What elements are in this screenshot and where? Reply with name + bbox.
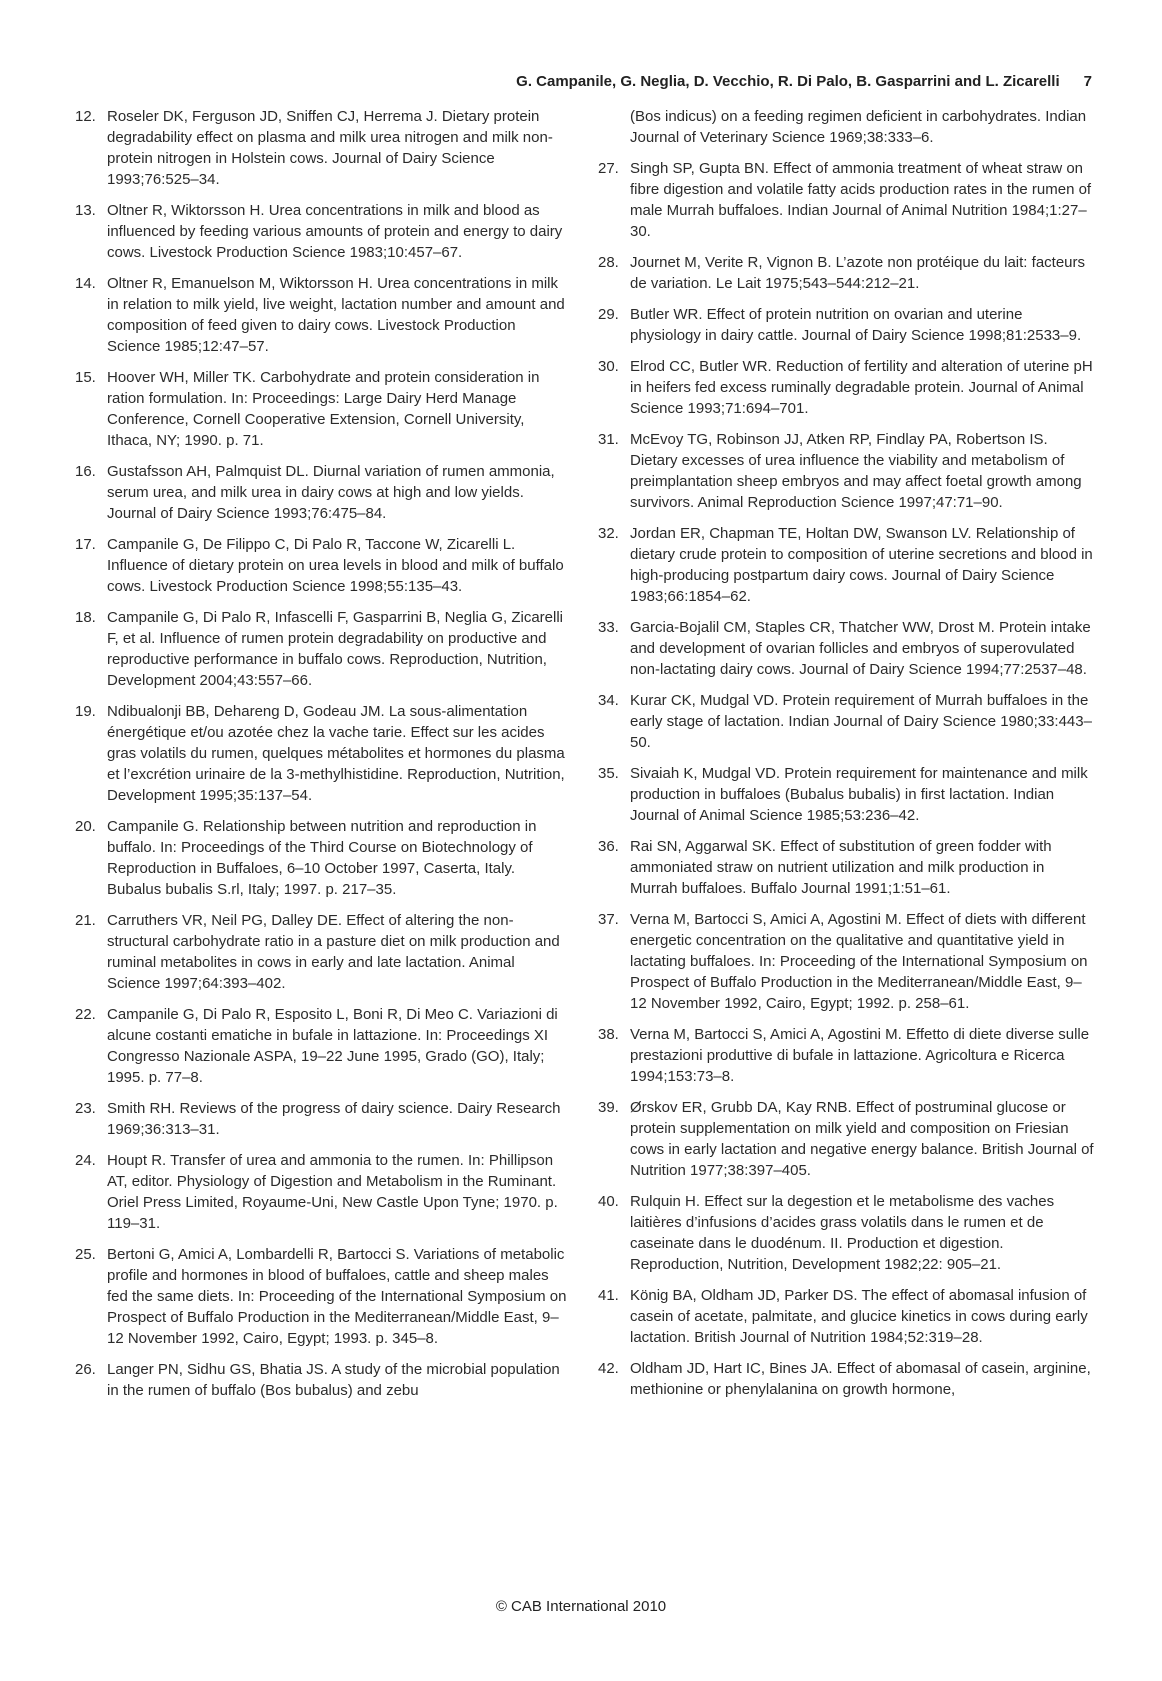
reference-item: [598, 836, 1095, 899]
reference-number: 19.: [75, 703, 96, 720]
reference-text: Rai SN, Aggarwal SK. Effect of substitution of green fodder with ammoniated straw on nutrient utilization and milk production in Murrah buffaloes. Buffalo Journal 1991;1:51–61.: [630, 838, 1052, 897]
reference-continuation-text: (Bos indicus) on a feeding regimen deficient in carbohydrates. Indian Journal of Veterinary Science 1969;38:333–6.: [630, 108, 1087, 146]
reference-item: [598, 1191, 1095, 1275]
reference-number: 41.: [598, 1287, 619, 1304]
reference-item: [598, 304, 1095, 346]
reference-item: [598, 429, 1095, 513]
reference-number: 22.: [75, 1006, 96, 1023]
reference-text: Campanile G, De Filippo C, Di Palo R, Taccone W, Zicarelli L. Influence of dietary protein on urea levels in blood and milk of buffalo cows. Livestock Production Science 1998;55:135–43.: [107, 536, 564, 595]
reference-item: [75, 106, 570, 190]
reference-number: 16.: [75, 463, 96, 480]
reference-item: [598, 252, 1095, 294]
reference-text: König BA, Oldham JD, Parker DS. The effect of abomasal infusion of casein of acetate, palmitate, and glucice kinetics in cows during early lactation. British Journal of Nutrition 1984;52:319–28.: [630, 1287, 1088, 1346]
reference-number: 29.: [598, 306, 619, 323]
reference-number: 20.: [75, 818, 96, 835]
reference-item: [598, 1024, 1095, 1087]
page-number: 7: [1083, 73, 1092, 90]
reference-text: Rulquin H. Effect sur la degestion et le metabolisme des vaches laitières d’infusions d’acides grass volatils dans le rumen et de caseinate dans le duodénum. II. Production et digestion. Reproduction, Nutrition, Development 1982;22: 905–21.: [630, 1193, 1055, 1273]
reference-item: [75, 367, 570, 451]
reference-text: McEvoy TG, Robinson JJ, Atken RP, Findlay PA, Robertson IS. Dietary excesses of urea influence the viability and metabolism of preimplantation sheep embryos and may affect foetal growth among survivors. Animal Reproduction Science 1997;47:71–90.: [630, 431, 1082, 511]
reference-number: 24.: [75, 1152, 96, 1169]
reference-item: [598, 909, 1095, 1014]
reference-item: [75, 1244, 570, 1349]
reference-number: 30.: [598, 358, 619, 375]
reference-text: Smith RH. Reviews of the progress of dairy science. Dairy Research 1969;36:313–31.: [107, 1100, 561, 1138]
reference-item: [75, 273, 570, 357]
reference-text: Verna M, Bartocci S, Amici A, Agostini M. Effect of diets with different energetic concentration on the qualitative and quantitative yield in lactating buffaloes. In: Proceeding of the International Symposium on Prospect of Buffalo Production in the Mediterranean/Middle East, 9–12 November 1992, Cairo, Egypt; 1992. p. 258–61.: [630, 911, 1088, 1012]
reference-item: [75, 816, 570, 900]
reference-column-left: [75, 106, 570, 1411]
reference-number: 12.: [75, 108, 96, 125]
reference-text: Campanile G. Relationship between nutrition and reproduction in buffalo. In: Proceedings of the Third Course on Biotechnology of Reproduction in Buffaloes, 6–10 October 1997, Caserta, Italy. Bubalus bubalis S.rl, Italy; 1997. p. 217–35.: [107, 818, 537, 898]
reference-number: 25.: [75, 1246, 96, 1263]
reference-number: 31.: [598, 431, 619, 448]
reference-item: [75, 534, 570, 597]
reference-text: Butler WR. Effect of protein nutrition on ovarian and uterine physiology in dairy cattle. Journal of Dairy Science 1998;81:2533–9.: [630, 306, 1082, 344]
reference-text: Sivaiah K, Mudgal VD. Protein requirement for maintenance and milk production in buffaloes (Bubalus bubalis) in first lactation. Indian Journal of Animal Science 1985;53:236–42.: [630, 765, 1088, 824]
reference-text: Bertoni G, Amici A, Lombardelli R, Bartocci S. Variations of metabolic profile and hormones in blood of buffaloes, cattle and sheep males fed the same diets. In: Proceeding of the International Symposium on Prospect of Buffalo Production in the Mediterranean/Middle East, 9–12 November 1992, Cairo, Egypt; 1993. p. 345–8.: [107, 1246, 567, 1347]
reference-text: Oldham JD, Hart IC, Bines JA. Effect of abomasal of casein, arginine, methionine or phenylalanina on growth hormone,: [630, 1360, 1091, 1398]
reference-text: Campanile G, Di Palo R, Esposito L, Boni R, Di Meo C. Variazioni di alcune costanti ematiche in bufale in lattazione. In: Proceedings XI Congresso Nazionale ASPA, 19–22 June 1995, Grado (GO), Italy; 1995. p. 77–8.: [107, 1006, 558, 1086]
reference-number: 14.: [75, 275, 96, 292]
reference-item: [75, 1150, 570, 1234]
copyright-footer: © CAB International 2010: [495, 1598, 667, 1615]
reference-text: Langer PN, Sidhu GS, Bhatia JS. A study of the microbial population in the rumen of buffalo (Bos bubalus) and zebu: [107, 1361, 560, 1399]
reference-item: [75, 1098, 570, 1140]
reference-text: Kurar CK, Mudgal VD. Protein requirement of Murrah buffaloes in the early stage of lactation. Indian Journal of Dairy Science 1980;33:443–50.: [630, 692, 1092, 751]
reference-column-right: [598, 106, 1095, 1410]
reference-number: 39.: [598, 1099, 619, 1116]
reference-text: Jordan ER, Chapman TE, Holtan DW, Swanson LV. Relationship of dietary crude protein to composition of uterine secretions and blood in high-producing postpartum dairy cows. Journal of Dairy Science 1983;66:1854–62.: [630, 525, 1093, 605]
reference-number: 13.: [75, 202, 96, 219]
reference-text: Singh SP, Gupta BN. Effect of ammonia treatment of wheat straw on fibre digestion and volatile fatty acids production rates in the rumen of male Murrah buffaloes. Indian Journal of Animal Nutrition 1984;1:27–30.: [630, 160, 1092, 240]
reference-item: [598, 763, 1095, 826]
reference-text: Elrod CC, Butler WR. Reduction of fertility and alteration of uterine pH in heifers fed excess ruminally degradable protein. Journal of Animal Science 1993;71:694–701.: [630, 358, 1093, 417]
reference-item: [75, 200, 570, 263]
reference-number: 36.: [598, 838, 619, 855]
reference-number: 38.: [598, 1026, 619, 1043]
reference-item: [75, 701, 570, 806]
reference-continuation: [598, 106, 1095, 148]
reference-item: [75, 910, 570, 994]
reference-item: [598, 158, 1095, 242]
reference-number: 34.: [598, 692, 619, 709]
reference-text: Garcia-Bojalil CM, Staples CR, Thatcher WW, Drost M. Protein intake and development of ovarian follicles and embryos of superovulated non-lactating dairy cows. Journal of Dairy Science 1994;77:2537–48.: [630, 619, 1091, 678]
reference-item: [598, 617, 1095, 680]
reference-number: 15.: [75, 369, 96, 386]
reference-number: 23.: [75, 1100, 96, 1117]
reference-list-right: [598, 158, 1095, 1400]
reference-text: Oltner R, Wiktorsson H. Urea concentrations in milk and blood as influenced by feeding various amounts of protein and energy to dairy cows. Livestock Production Science 1983;10:457–67.: [107, 202, 563, 261]
reference-item: [598, 523, 1095, 607]
reference-number: 21.: [75, 912, 96, 929]
reference-item: [75, 1004, 570, 1088]
running-header: [0, 73, 1092, 90]
reference-text: Hoover WH, Miller TK. Carbohydrate and protein consideration in ration formulation. In: Proceedings: Large Dairy Herd Manage Conference, Cornell Cooperative Extension, Cornell University, Ithaca, NY; 1990. p. 71.: [107, 369, 540, 449]
reference-text: Ørskov ER, Grubb DA, Kay RNB. Effect of postruminal glucose or protein supplementation on milk yield and composition on Friesian cows in early lactation and negative energy balance. British Journal of Nutrition 1977;38:397–405.: [630, 1099, 1094, 1179]
reference-text: Roseler DK, Ferguson JD, Sniffen CJ, Herrema J. Dietary protein degradability effect on plasma and milk urea nitrogen and milk non-protein nitrogen in Holstein cows. Journal of Dairy Science 1993;76:525–34.: [107, 108, 553, 188]
reference-text: Verna M, Bartocci S, Amici A, Agostini M. Effetto di diete diverse sulle prestazioni produttive di bufale in lattazione. Agricoltura e Ricerca 1994;153:73–8.: [630, 1026, 1090, 1085]
reference-item: [75, 1359, 570, 1401]
reference-item: [598, 1097, 1095, 1181]
reference-text: Carruthers VR, Neil PG, Dalley DE. Effect of altering the non-structural carbohydrate ratio in a pasture diet on milk production and ruminal metabolites in cows in early and late lactation. Animal Science 1997;64:393–402.: [107, 912, 560, 992]
reference-number: 35.: [598, 765, 619, 782]
reference-item: [75, 461, 570, 524]
reference-text: Gustafsson AH, Palmquist DL. Diurnal variation of rumen ammonia, serum urea, and milk urea in dairy cows at high and low yields. Journal of Dairy Science 1993;76:475–84.: [107, 463, 555, 522]
reference-number: 32.: [598, 525, 619, 542]
reference-number: 37.: [598, 911, 619, 928]
reference-number: 40.: [598, 1193, 619, 1210]
header-authors: G. Campanile, G. Neglia, D. Vecchio, R. Di Palo, B. Gasparrini and L. Zicarelli: [516, 73, 1060, 90]
reference-number: 26.: [75, 1361, 96, 1378]
reference-text: Campanile G, Di Palo R, Infascelli F, Gasparrini B, Neglia G, Zicarelli F, et al. Influence of rumen protein degradability on productive and reproductive performance in buffalo cows. Reproduction, Nutrition, Development 2004;43:557–66.: [107, 609, 563, 689]
reference-number: 28.: [598, 254, 619, 271]
reference-item: [598, 356, 1095, 419]
reference-item: [598, 1358, 1095, 1400]
reference-item: [598, 1285, 1095, 1348]
reference-number: 17.: [75, 536, 96, 553]
reference-number: 42.: [598, 1360, 619, 1377]
reference-item: [75, 607, 570, 691]
reference-text: Ndibualonji BB, Dehareng D, Godeau JM. La sous-alimentation énergétique et/ou azotée chez la vache tarie. Effect sur les acides gras volatils du rumen, quelques métabolites et hormones du plasma et l’excrétion urinaire de la 3-methylhistidine. Reproduction, Nutrition, Development 1995;35:137–54.: [107, 703, 565, 804]
reference-text: Oltner R, Emanuelson M, Wiktorsson H. Urea concentrations in milk in relation to milk yield, live weight, lactation number and amount and composition of feed given to dairy cows. Livestock Production Science 1985;12:47–57.: [107, 275, 565, 355]
reference-number: 33.: [598, 619, 619, 636]
reference-number: 18.: [75, 609, 96, 626]
reference-text: Journet M, Verite R, Vignon B. L’azote non protéique du lait: facteurs de variation. Le Lait 1975;543–544:212–21.: [630, 254, 1086, 292]
reference-number: 27.: [598, 160, 619, 177]
reference-text: Houpt R. Transfer of urea and ammonia to the rumen. In: Phillipson AT, editor. Physiology of Digestion and Metabolism in the Ruminant. Oriel Press Limited, Royaume-Uni, New Castle Upon Tyne; 1970. p. 119–31.: [107, 1152, 558, 1232]
reference-item: [598, 690, 1095, 753]
